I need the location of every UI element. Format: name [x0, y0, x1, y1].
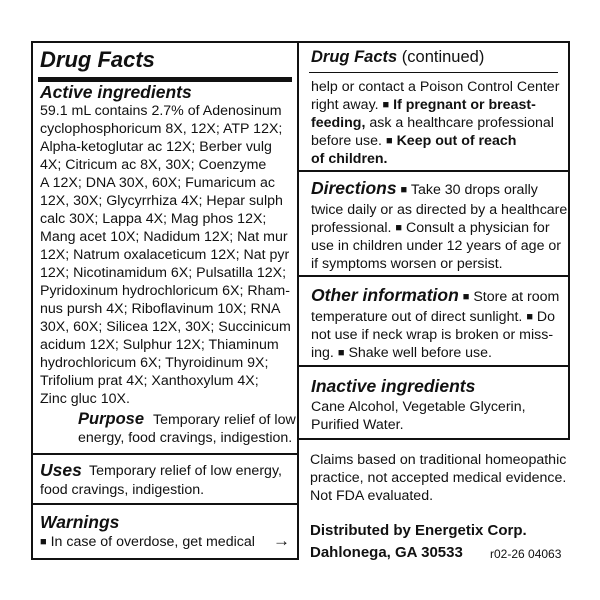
- active-line: hydrochloricum 6X; Thyroidinum 9X;: [40, 355, 269, 371]
- active-line: 12X; Natrum oxalaceticum 12X; Nat pyr: [40, 247, 290, 263]
- directions-line: [311, 220, 550, 238]
- warn-text: ask a healthcare professional: [369, 115, 554, 131]
- bullet-icon: ■: [40, 536, 47, 548]
- continued-rule: [309, 72, 558, 73]
- other-text: Shake well before use.: [348, 345, 492, 361]
- active-line: 12X; Nicotinamidum 6X; Pulsatilla 12X;: [40, 265, 287, 281]
- uses-line: Temporary relief of low energy,: [89, 463, 282, 479]
- warnings-line: [40, 534, 255, 552]
- warn-text-bold: Keep out of reach: [396, 133, 517, 149]
- warn-text: before use.: [311, 133, 382, 149]
- directions-text: professional.: [311, 220, 392, 236]
- continue-arrow-icon: →: [273, 531, 290, 550]
- other-line: [311, 345, 492, 363]
- other-line: not use if neck wrap is broken or miss-: [311, 327, 554, 343]
- claims-line: Claims based on traditional homeopathic: [310, 452, 567, 468]
- bullet-icon: ■: [382, 99, 390, 111]
- uses-heading: Uses: [40, 460, 82, 480]
- right-panel-inactive: [297, 365, 570, 440]
- directions-line: if symptoms worsen or persist.: [311, 256, 503, 272]
- other-text: Store at room: [473, 289, 560, 305]
- active-line: 59.1 mL contains 2.7% of Adenosinum: [40, 103, 282, 119]
- active-line: 12X, 30X; Glycyrrhiza 4X; Hepar sulph: [40, 193, 283, 209]
- right-panel-directions: [297, 170, 570, 277]
- warn-cont-line: help or contact a Poison Control Center: [311, 79, 560, 95]
- directions-line: twice daily or as directed by a healthcare: [311, 202, 568, 218]
- active-line: cyclophosphoricum 8X, 12X; ATP 12X;: [40, 121, 283, 137]
- claims-line: Not FDA evaluated.: [310, 488, 434, 504]
- claims-line: practice, not accepted medical evidence.: [310, 470, 567, 486]
- other-line: [311, 287, 559, 307]
- lot-code: r02-26 04063: [490, 547, 562, 561]
- active-line: calc 30X; Lappa 4X; Mag phos 12X;: [40, 211, 267, 227]
- bullet-icon: ■: [462, 291, 470, 303]
- other-text: Do: [536, 309, 556, 325]
- other-info-heading: Other information: [311, 285, 459, 305]
- warn-cont-line: of children.: [311, 151, 388, 167]
- other-text: temperature out of direct sunlight.: [311, 309, 523, 325]
- bullet-icon: ■: [337, 347, 345, 359]
- active-line: Mang acet 10X; Nadidum 12X; Nat mur: [40, 229, 288, 245]
- directions-text: Consult a physician for: [406, 220, 550, 236]
- warn-text: right away.: [311, 97, 379, 113]
- warn-cont-line: [311, 97, 536, 115]
- inactive-line: Purified Water.: [311, 417, 404, 433]
- active-line: Zinc gluc 10X.: [40, 391, 130, 407]
- left-panel-warnings: [31, 503, 299, 560]
- active-line: Trifolium prat 4X; Xanthoxylum 4X;: [40, 373, 259, 389]
- uses-line: food cravings, indigestion.: [40, 482, 205, 498]
- continued-heading: Drug Facts: [311, 48, 398, 66]
- directions-text: Take 30 drops orally: [410, 182, 538, 198]
- inactive-heading: Inactive ingredients: [311, 376, 476, 396]
- warn-cont-line: [311, 115, 554, 132]
- left-panel-active: [31, 41, 299, 455]
- directions-heading: Directions: [311, 178, 397, 198]
- distributor-address: Dahlonega, GA 30533: [310, 544, 463, 561]
- directions-line: use in children under 12 years of age or: [311, 238, 562, 254]
- right-panel-other-info: [297, 275, 570, 367]
- purpose-line: energy, food cravings, indigestion.: [78, 430, 293, 446]
- warn-cont-line: [311, 133, 516, 151]
- active-line: acidum 12X; Sulphur 12X; Thiaminum: [40, 337, 279, 353]
- inactive-line: Cane Alcohol, Vegetable Glycerin,: [311, 399, 526, 415]
- bullet-icon: ■: [385, 135, 393, 147]
- right-panel-continued: [297, 41, 570, 172]
- bullet-icon: ■: [395, 222, 403, 234]
- active-line: nus pursh 4X; Riboflavinum 10X; RNA: [40, 301, 281, 317]
- warn-text-bold: If pregnant or breast-: [393, 97, 536, 113]
- other-line: [311, 309, 555, 327]
- distributor-name: Distributed by Energetix Corp.: [310, 522, 527, 539]
- warn-text-bold: feeding,: [311, 115, 366, 131]
- drug-facts-title: Drug Facts: [40, 47, 155, 72]
- continued-header: [311, 48, 484, 67]
- other-text: ing.: [311, 345, 334, 361]
- active-line: 30X, 60X; Silicea 12X, 30X; Succinicum: [40, 319, 291, 335]
- warnings-text: In case of overdose, get medical: [50, 534, 255, 550]
- left-panel-uses: [31, 453, 299, 505]
- bullet-icon: ■: [526, 311, 533, 323]
- active-ingredients-heading: Active ingredients: [40, 82, 192, 102]
- active-line: Pyridoxinum hydrochloricum 6X; Rham-: [40, 283, 290, 299]
- bullet-icon: ■: [400, 184, 408, 196]
- warnings-heading: Warnings: [40, 512, 120, 532]
- active-line: Alpha-ketoglutar ac 12X; Berber vulg: [40, 139, 272, 155]
- active-line: 4X; Citricum ac 8X, 30X; Coenzyme: [40, 157, 267, 173]
- active-line: A 12X; DNA 30X, 60X; Fumaricum ac: [40, 175, 275, 191]
- purpose-heading: Purpose: [78, 410, 145, 428]
- directions-line: [311, 180, 538, 200]
- continued-suffix: (continued): [401, 48, 485, 66]
- purpose-line: Temporary relief of low: [153, 412, 296, 428]
